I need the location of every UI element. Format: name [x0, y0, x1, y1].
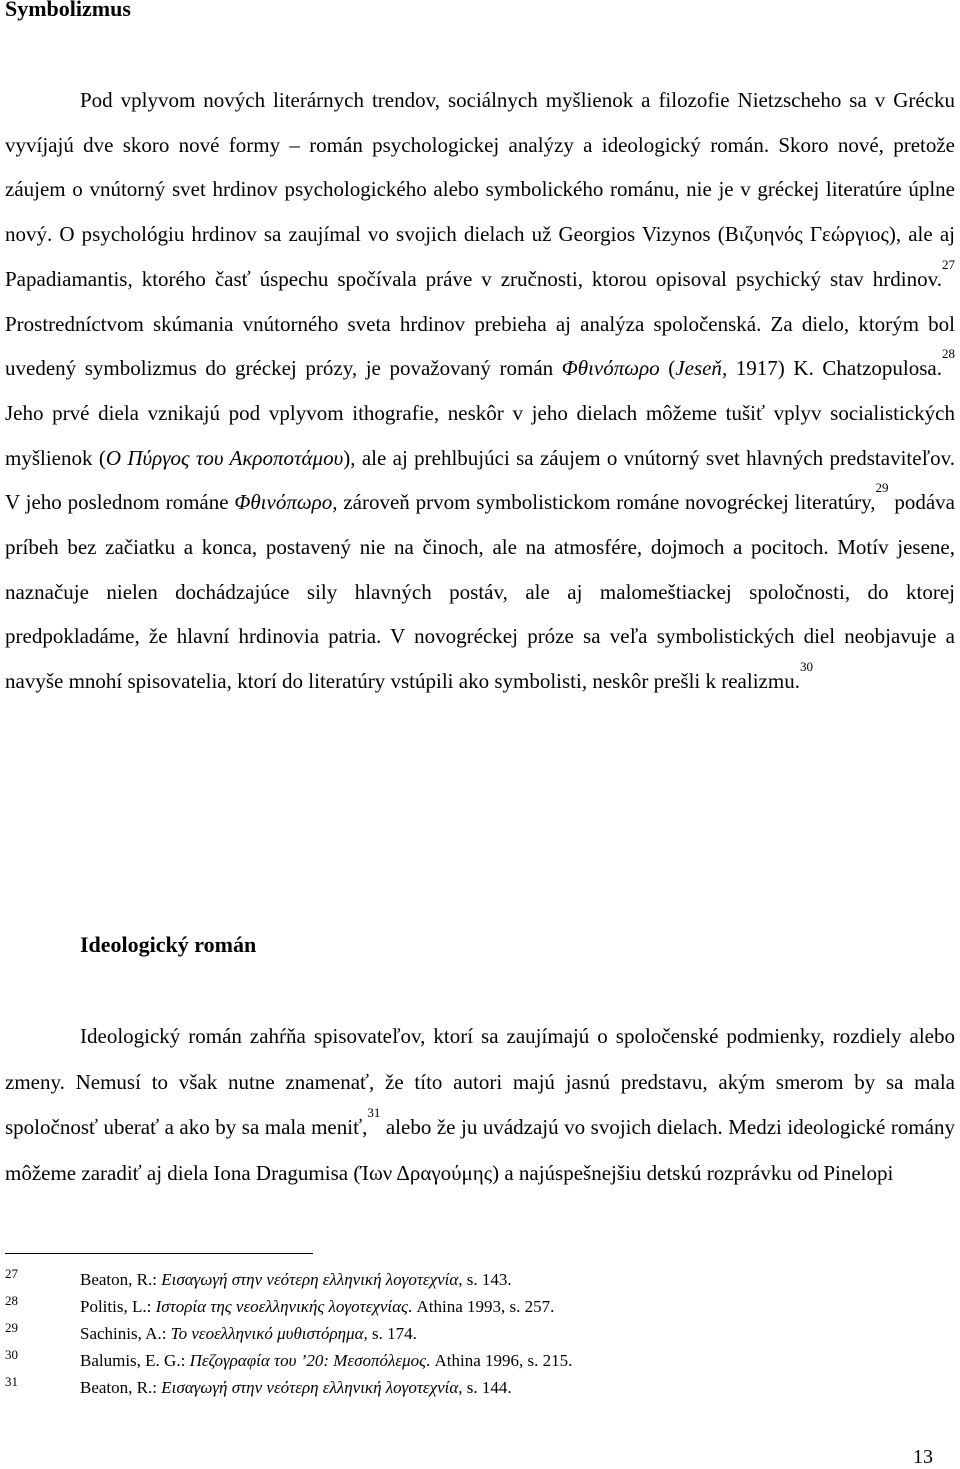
footnote-28: 28 Politis, L.: Ιστορία της νεοελληνικής λογοτεχνίας. Athina 1993, s. 257. — [5, 1293, 555, 1316]
footnote-31: 31 Beaton, R.: Εισαγωγή στην νεότερη ελληνική λογοτεχνία, s. 144. — [5, 1374, 512, 1397]
footnote-29: 29 Sachinis, A.: Το νεοελληνικό μυθιστόρημα, s. 174. — [5, 1320, 417, 1343]
footnote-27: 27 Beaton, R.: Εισαγωγή στην νεότερη ελληνική λογοτεχνία, s. 143. — [5, 1266, 512, 1289]
footnote-ref-27[interactable]: 27 — [942, 256, 955, 272]
book-title: Jeseň — [675, 356, 722, 381]
footnote-ref-28[interactable]: 28 — [942, 346, 955, 362]
section-heading-symbolizmus: Symbolizmus — [5, 0, 131, 21]
section-heading-ideologicky-roman: Ideologický román — [80, 932, 257, 957]
page-number: 13 — [913, 1446, 933, 1468]
book-title: Ο Πύργος του Ακροποτάμου — [105, 445, 344, 470]
footnote-30: 30 Balumis, E. G.: Πεζογραφία του ’20: Μεσοπόλεμος. Athina 1996, s. 215. — [5, 1347, 573, 1370]
paragraph-symbolizmus: Pod vplyvom nových literárnych trendov, sociálnych myšlienok a filozofie Nietzscheho sa v Grécku vyvíjajú dve skoro nové formy – román psychologickej analýzy a ideologický román. Skoro nové, pretože záujem o vnútorný svet hrdinov psychologického alebo symbolického románu, nie je v gréckej literatúre úplne nový. O psychológiu hrdinov sa zaujímal vo svojich dielach už Georgios Vizynos (Βιζυηνός Γεώργιος), ale aj Papadiamantis, ktorého časť úspechu spočívala práve v zručnosti, ktorou opisoval psychický stav hrdinov.$^{27}$ Prostredníctvom skúmania vnútorného sveta hrdinov prebieha aj analýza spoločenská. Za dielo, ktorým bol uvedený symbolizmus do gréckej prózy, je považovaný román Φθινόπωρο (Jeseň, 1917) K. Chatzopulosa.$^{28}$ Jeho prvé diela vznikajú pod vplyvom ithografie, neskôr v jeho dielach môžeme tušiť vplyv socialistických myšlienok (Ο Πύργος του Ακροποτάμου), ale aj prehlbujúci sa záujem o vnútorný svet hlavných predstaviteľov. V jeho poslednom románe Φθινόπωρο, zároveň prvom symbolistickom románe novogréckej literatúry,$^{29}$ podáva príbeh bez začiatku a konca, postavený nie na činoch, ale na atmosfére, dojmoch a pocitoch. Motív jesene, naznačuje nielen dochádzajúce sily hlavných postáv, ale aj malomeštiackej spoločnosti, do ktorej predpokladáme, že hlavní hrdinovia patria. V novogréckej próze sa veľa symbolistických diel neobjavuje a navyše mnohí spisovatelia, ktorí do literatúry vstúpili ako symbolisti, neskôr prešli k realizmu.$^{30}$ — [5, 88, 955, 694]
book-title: Φθινόπωρο, — [234, 490, 338, 515]
footnote-separator — [5, 1253, 313, 1254]
footnote-ref-29[interactable]: 29 — [875, 480, 889, 496]
footnote-ref-31[interactable]: 31 — [367, 1105, 381, 1121]
paragraph-ideologicky-roman: Ideologický román zahŕňa spisovateľov, ktorí sa zaujímajú o spoločenské podmienky, rozdiely alebo zmeny. Nemusí to však nutne znamenať, že títo autori majú jasnú predstavu, akým smerom by sa mala spoločnosť uberať a ako by sa mala meniť,$^{31}$ alebo že ju uvádzajú vo svojich dielach. Medzi ideologické romány môžeme zaradiť aj diela Iona Dragumisa (Ίων Δραγούμης) a najúspešnejšiu detskú rozprávku od Pinelopi — [5, 1024, 955, 1185]
footnote-ref-30[interactable]: 30 — [799, 659, 813, 675]
book-title: Φθινόπωρο — [561, 356, 660, 381]
